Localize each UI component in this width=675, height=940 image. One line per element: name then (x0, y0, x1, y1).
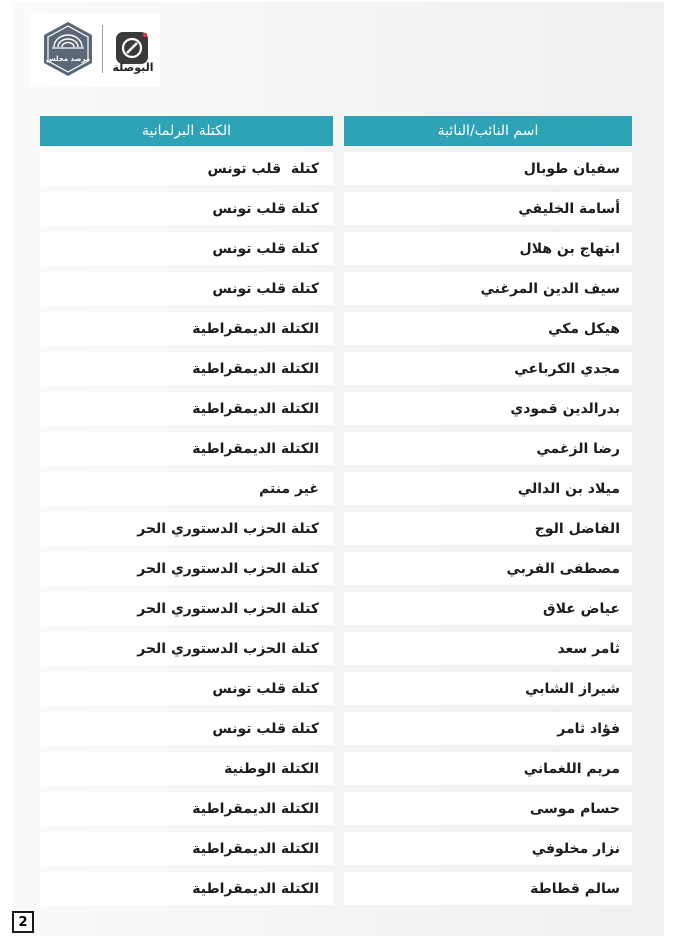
table-row (0, 712, 675, 752)
header-name-column: اسم النائب/النائبة (344, 116, 632, 146)
table-row (0, 472, 675, 512)
bloc-cell: كتلة قلب تونس (40, 152, 333, 185)
table-row (0, 832, 675, 872)
deputy-name-cell: ميلاد بن الدالي (344, 472, 632, 505)
bloc-cell: كتلة قلب تونس (40, 712, 333, 745)
bloc-cell: كتلة الحزب الدستوري الحر (40, 592, 333, 625)
bawsala-logo-text: البوصلة (112, 61, 154, 74)
bloc-cell: الكتلة الوطنية (40, 752, 333, 785)
table-row (0, 232, 675, 272)
bloc-cell: كتلة قلب تونس (40, 192, 333, 225)
header-bloc-column: الكتلة البرلمانية (40, 116, 333, 146)
deputy-name-cell: هيكل مكي (344, 312, 632, 345)
bloc-cell: كتلة قلب تونس (40, 232, 333, 265)
bloc-cell: الكتلة الديمقراطية (40, 352, 333, 385)
deputy-name-cell: شيراز الشابي (344, 672, 632, 705)
bloc-cell: الكتلة الديمقراطية (40, 792, 333, 825)
bloc-cell: الكتلة الديمقراطية (40, 832, 333, 865)
bloc-cell: الكتلة الديمقراطية (40, 312, 333, 345)
table-row (0, 432, 675, 472)
logo-separator (102, 25, 103, 73)
bloc-cell: كتلة الحزب الدستوري الحر (40, 552, 333, 585)
table-row (0, 312, 675, 352)
table-row (0, 352, 675, 392)
deputy-name-cell: ثامر سعد (344, 632, 632, 665)
table-row (0, 592, 675, 632)
deputy-name-cell: رضا الزغمي (344, 432, 632, 465)
table-row (0, 672, 675, 712)
deputy-name-cell: بدرالدين قمودي (344, 392, 632, 425)
deputy-name-cell: سيف الدين المرغني (344, 272, 632, 305)
table-row (0, 632, 675, 672)
bloc-cell: الكتلة الديمقراطية (40, 392, 333, 425)
table-row (0, 752, 675, 792)
marsad-logo-text: مرصد مجلس (45, 55, 91, 63)
bloc-cell: كتلة الحزب الدستوري الحر (40, 632, 333, 665)
deputy-name-cell: نزار مخلوفي (344, 832, 632, 865)
bloc-cell: كتلة قلب تونس (40, 672, 333, 705)
table-row (0, 512, 675, 552)
deputy-name-cell: مريم اللغماني (344, 752, 632, 785)
table-row (0, 272, 675, 312)
deputy-name-cell: سفيان طوبال (344, 152, 632, 185)
table-row (0, 392, 675, 432)
bloc-cell: الكتلة الديمقراطية (40, 432, 333, 465)
table-row (0, 192, 675, 232)
logo-box (30, 13, 160, 87)
bloc-cell: الكتلة الديمقراطية (40, 872, 333, 905)
deputy-name-cell: مصطفى الفربي (344, 552, 632, 585)
deputies-table (0, 152, 675, 912)
bloc-cell: كتلة الحزب الدستوري الحر (40, 512, 333, 545)
bloc-cell: غير منتم (40, 472, 333, 505)
deputy-name-cell: سالم قطاطة (344, 872, 632, 905)
deputy-name-cell: مجدي الكرباعي (344, 352, 632, 385)
page-number: 2 (12, 911, 34, 933)
deputy-name-cell: أسامة الخليفي (344, 192, 632, 225)
bloc-cell: كتلة قلب تونس (40, 272, 333, 305)
deputy-name-cell: حسام موسى (344, 792, 632, 825)
table-row (0, 872, 675, 912)
table-row (0, 152, 675, 192)
table-row (0, 792, 675, 832)
marsad-logo (40, 21, 96, 77)
deputy-name-cell: عياض علاق (344, 592, 632, 625)
deputy-name-cell: فؤاد ثامر (344, 712, 632, 745)
deputy-name-cell: ابتهاج بن هلال (344, 232, 632, 265)
deputy-name-cell: الفاضل الوج (344, 512, 632, 545)
table-row (0, 552, 675, 592)
